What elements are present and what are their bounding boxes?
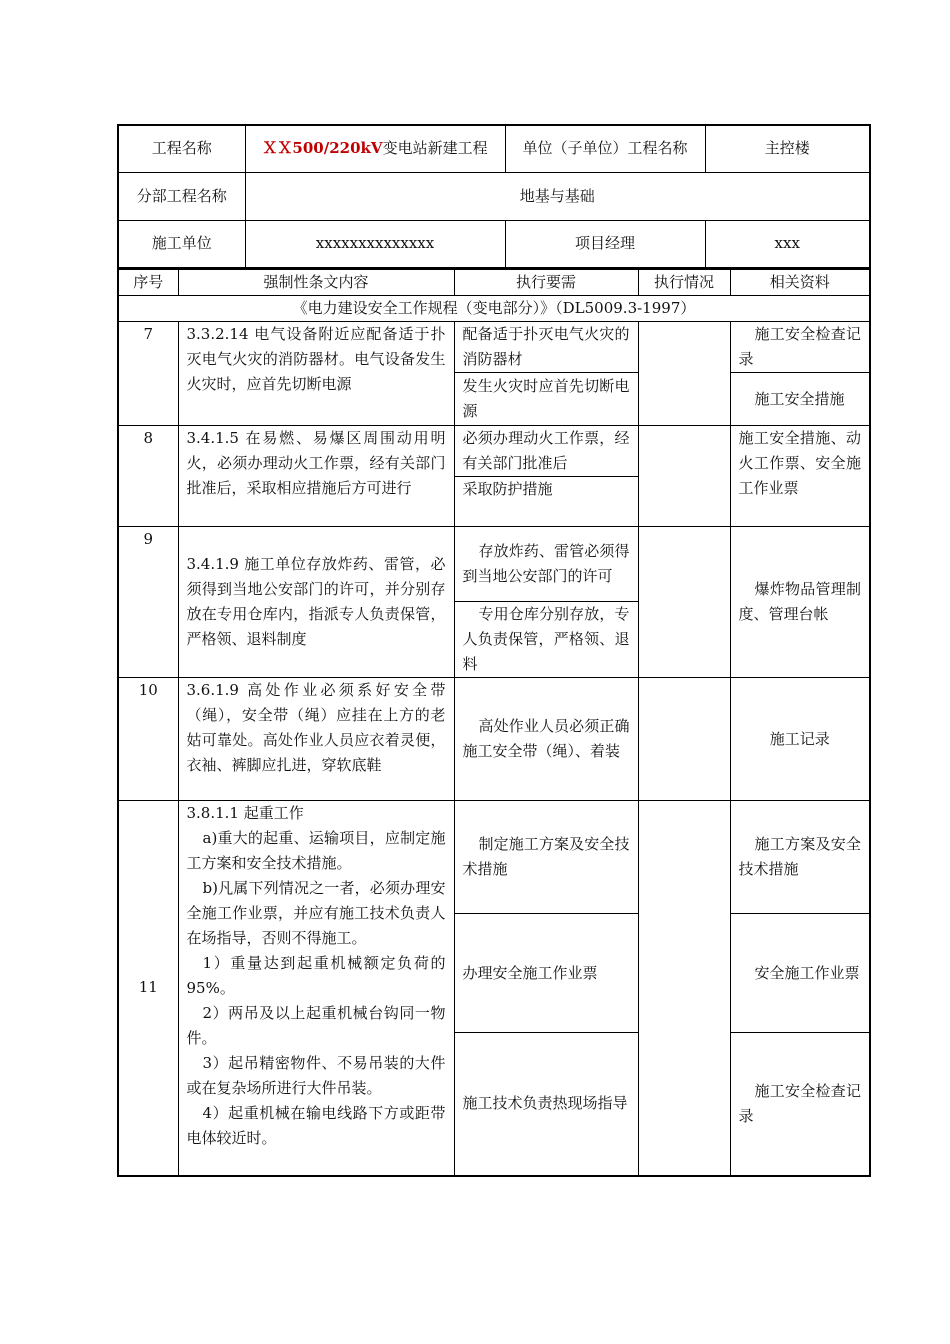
- clause-line: 3.8.1.1 起重工作: [186, 804, 304, 822]
- sub-project-value: 地基与基础: [245, 172, 870, 220]
- row-docs: 施工记录: [730, 678, 870, 801]
- row-requirement: 高处作业人员必须正确施工安全带（绳）、着装: [454, 678, 638, 801]
- col-header-content: 强制性条文内容: [178, 270, 454, 296]
- row-requirement: 配备适于扑灭电气火灾的消防器材: [454, 322, 638, 373]
- row-docs: 安全施工作业票: [730, 914, 870, 1033]
- row-content: 3.4.1.5 在易燃、易爆区周围动用明火，必须办理动火工作票，经有关部门批准后，采取相应措施后方可进行: [178, 426, 454, 527]
- clause-line: 2）两吊及以上起重机械台钩同一物件。: [186, 1004, 446, 1047]
- sub-project-label: 分部工程名称: [118, 172, 245, 220]
- row-docs: 施工安全检查记录: [730, 322, 870, 373]
- section-title: 《电力建设安全工作规程（变电部分）》（DL5009.3-1997）: [118, 296, 870, 322]
- table-row: [118, 678, 870, 801]
- row-docs: 施工安全措施: [730, 373, 870, 426]
- row-requirement: 专用仓库分别存放，专人负责保管，严格领、退料: [454, 602, 638, 678]
- clause-line: 4）起重机械在输电线路下方或距带电体较近时。: [186, 1104, 446, 1147]
- col-header-no: 序号: [118, 270, 178, 296]
- row-status: [638, 527, 730, 678]
- project-name-prefix: ＸＸ500/220kV: [262, 139, 383, 158]
- project-name-value: [245, 125, 505, 172]
- row-docs: 施工安全检查记录: [730, 1033, 870, 1176]
- clause-line: a)重大的起重、运输项目，应制定施工方案和安全技术措施。: [186, 829, 446, 872]
- row-status: [638, 426, 730, 527]
- contractor-label: 施工单位: [118, 220, 245, 268]
- row-status: [638, 801, 730, 1176]
- row-no: 8: [118, 426, 178, 527]
- table-row: [118, 426, 870, 477]
- clause-table: [117, 269, 871, 1177]
- row-no: 10: [118, 678, 178, 801]
- row-no: 11: [118, 801, 178, 1176]
- col-header-docs: 相关资料: [730, 270, 870, 296]
- table-row: [118, 527, 870, 602]
- unit-project-label: 单位（子单位）工程名称: [505, 125, 705, 172]
- inspection-form: [117, 124, 869, 1177]
- clause-line: 3）起吊精密物件、不易吊装的大件或在复杂场所进行大件吊装。: [186, 1054, 446, 1097]
- row-content: [178, 801, 454, 1176]
- row-docs: 施工安全措施、动火工作票、安全施工作业票: [730, 426, 870, 527]
- row-content: 3.3.2.14 电气设备附近应配备适于扑灭电气火灾的消防器材。电气设备发生火灾时，应首先切断电源: [178, 322, 454, 426]
- col-header-status: 执行情况: [638, 270, 730, 296]
- row-docs: 施工方案及安全技术措施: [730, 801, 870, 914]
- project-name-label: 工程名称: [118, 125, 245, 172]
- row-status: [638, 322, 730, 426]
- col-header-requirement: 执行要需: [454, 270, 638, 296]
- row-requirement: 必须办理动火工作票，经有关部门批准后: [454, 426, 638, 477]
- row-requirement: 采取防护措施: [454, 477, 638, 527]
- clause-line: b)凡属下列情况之一者，必须办理安全施工作业票，并应有施工技术负责人在场指导，否则不得施工。: [186, 879, 446, 947]
- row-status: [638, 678, 730, 801]
- row-docs: 爆炸物品管理制度、管理台帐: [730, 527, 870, 678]
- table-row: [118, 801, 870, 914]
- header-table: [117, 124, 871, 269]
- contractor-value: xxxxxxxxxxxxxx: [245, 220, 505, 268]
- clause-line: 1）重量达到起重机械额定负荷的95%。: [186, 954, 446, 997]
- row-no: 7: [118, 322, 178, 426]
- project-manager-value: xxx: [705, 220, 870, 268]
- row-requirement: 施工技术负责热现场指导: [454, 1033, 638, 1176]
- row-content: 3.6.1.9 高处作业必须系好安全带（绳），安全带（绳）应挂在上方的老姑可靠处。高处作业人员应衣着灵便，衣袖、裤脚应扎进，穿软底鞋: [178, 678, 454, 801]
- unit-project-value: 主控楼: [705, 125, 870, 172]
- row-no: 9: [118, 527, 178, 678]
- project-manager-label: 项目经理: [505, 220, 705, 268]
- row-requirement: 制定施工方案及安全技术措施: [454, 801, 638, 914]
- project-name-suffix: 变电站新建工程: [382, 139, 488, 158]
- row-content: 3.4.1.9 施工单位存放炸药、雷管，必须得到当地公安部门的许可，并分别存放在专用仓库内，指派专人负责保管，严格领、退料制度: [178, 527, 454, 678]
- row-requirement: 办理安全施工作业票: [454, 914, 638, 1033]
- row-requirement: 发生火灾时应首先切断电源: [454, 373, 638, 426]
- table-row: [118, 322, 870, 373]
- row-requirement: 存放炸药、雷管必须得到当地公安部门的许可: [454, 527, 638, 602]
